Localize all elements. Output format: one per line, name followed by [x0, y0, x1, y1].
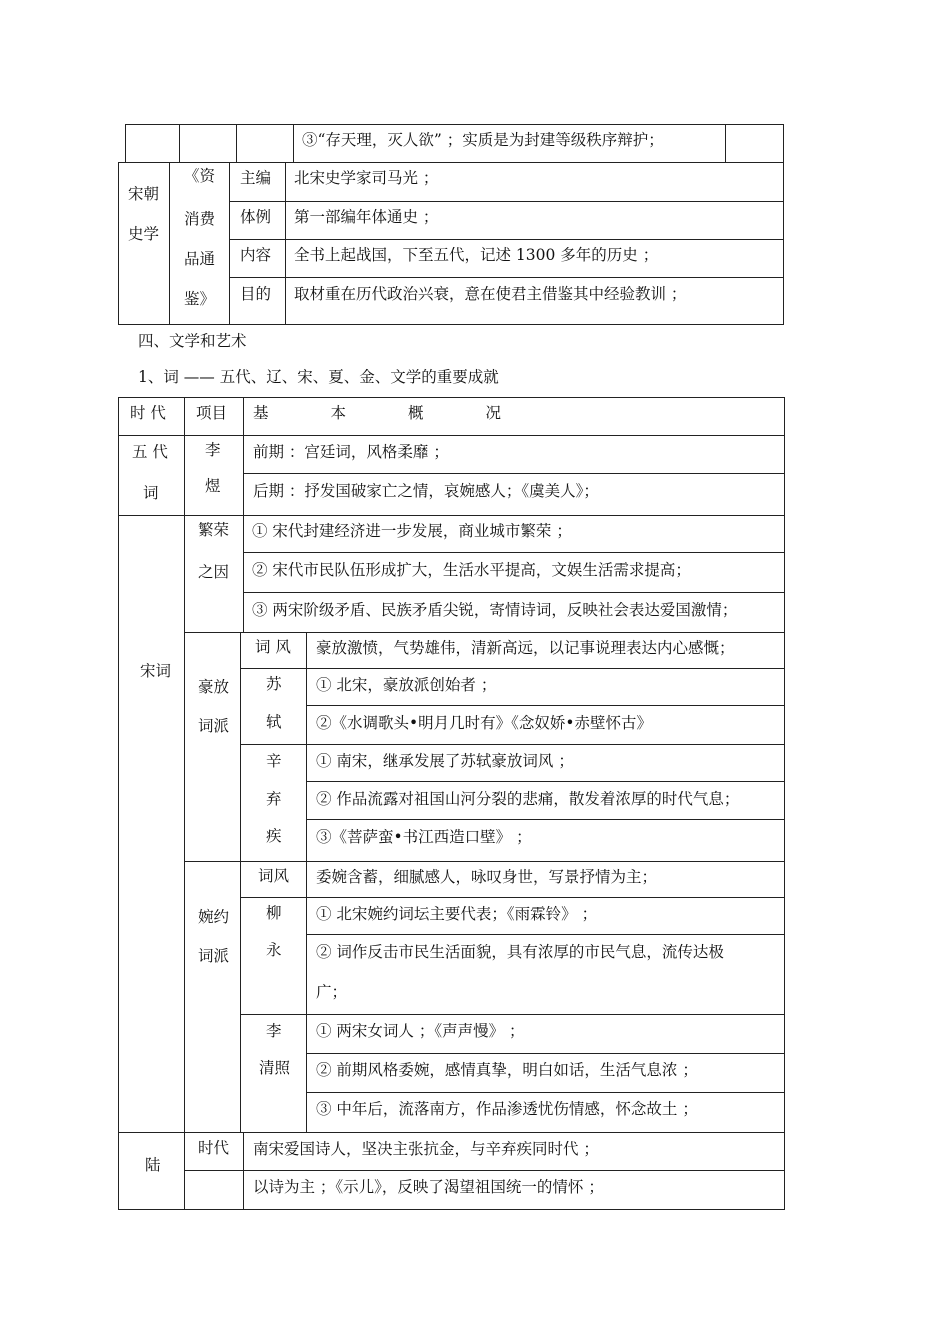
rule — [229, 201, 784, 202]
rule — [243, 592, 785, 593]
rule — [783, 162, 784, 324]
poet-name: 煜 — [205, 477, 221, 495]
row-value: 取材重在历代政治兴衰，意在使君主借鉴其中经验教训 ； — [294, 285, 687, 303]
row-value: 第一部编年体通史 ； — [294, 208, 439, 226]
subsection-title: 1、词 —— 五代、辽、宋、夏、金、文学的重要成就 — [138, 368, 499, 386]
rule — [184, 1132, 185, 1210]
poet-name: 弃 — [266, 790, 282, 808]
poet-name: 柳 — [266, 904, 282, 922]
group-label: 词派 — [198, 947, 230, 965]
rule — [169, 162, 170, 324]
cell-text: ③“存天理，灭人欲” ；实质是为封建等级秩序辩护； — [302, 131, 664, 149]
rule — [783, 124, 784, 162]
rule — [118, 324, 784, 325]
rule — [243, 552, 785, 553]
rule — [184, 632, 785, 633]
cell-text: ① 两宋女词人 ；《声声慢》 ； — [316, 1022, 525, 1040]
rule — [306, 781, 785, 782]
rule — [306, 1053, 785, 1054]
rule — [240, 744, 785, 745]
rule — [118, 435, 785, 436]
poet-name: 苏 — [266, 675, 282, 693]
poet-name: 李 — [205, 441, 221, 459]
rule — [243, 1132, 244, 1210]
style-value: 豪放激愤，气势雄伟，清新高远，以记事说理表达内心感慨； — [316, 639, 735, 657]
section-title: 四、文学和艺术 — [138, 332, 247, 350]
book-title: 鉴》 — [184, 290, 216, 308]
rule — [306, 934, 785, 935]
row-key: 体例 — [240, 208, 272, 226]
group-label: 之因 — [198, 563, 230, 581]
header-item: 项目 — [196, 404, 228, 422]
rule — [229, 239, 784, 240]
poet-name: 清照 — [259, 1059, 291, 1077]
rule — [118, 515, 785, 516]
rule — [725, 124, 726, 162]
rule — [236, 124, 237, 162]
rule — [229, 162, 230, 324]
rule — [184, 515, 185, 1132]
cell-text: ① 南宋，继承发展了苏轼豪放词风 ； — [316, 752, 574, 770]
cell-text: ③ 中年后，流落南方，作品渗透忧伤情感，怀念故土 ； — [316, 1100, 698, 1118]
row-value: 北宋史学家司马光 ； — [294, 169, 439, 187]
cell-text: 以诗为主 ；《示儿》，反映了渴望祖国统一的情怀 ； — [253, 1178, 604, 1196]
row-key: 目的 — [240, 285, 272, 303]
rule — [243, 397, 244, 515]
rule — [179, 124, 180, 162]
cell-text: ②《水调歌头•明月几时有》《念奴娇•赤壁怀古》 — [316, 714, 653, 732]
rule — [240, 1014, 785, 1015]
rule — [184, 1170, 785, 1171]
era-label: 陆 — [145, 1156, 161, 1174]
style-key: 词 风 — [255, 638, 291, 656]
rule — [306, 819, 785, 820]
reason-text: ③ 两宋阶级矛盾、民族矛盾尖锐，寄情诗词，反映社会表达爱国激情； — [252, 601, 738, 619]
rule — [118, 397, 785, 398]
style-key: 词风 — [258, 867, 290, 885]
cell-text: ② 作品流露对祖国山河分裂的悲痛，散发着浓厚的时代气息； — [316, 790, 740, 808]
book-title: 品通 — [184, 250, 216, 268]
cell-text: ② 词作反击市民生活面貌，具有浓厚的市民气息，流传达极 — [316, 943, 724, 961]
group-label: 豪放 — [198, 678, 230, 696]
rule — [306, 632, 307, 861]
rule — [125, 124, 126, 162]
poet-name: 辛 — [266, 752, 282, 770]
style-value: 委婉含蓄，细腻感人，咏叹身世，写景抒情为主； — [316, 868, 658, 886]
rule — [243, 473, 785, 474]
rule — [240, 861, 241, 1132]
book-title: 《资 — [184, 167, 216, 185]
rule — [240, 668, 785, 669]
rule — [240, 897, 785, 898]
era-label: 宋词 — [140, 662, 172, 680]
book-title: 消费 — [184, 210, 216, 228]
rule — [240, 632, 241, 861]
poet-name: 疾 — [266, 827, 282, 845]
rule — [184, 397, 185, 515]
cell-text: ② 前期风格委婉，感情真挚，明白如话，生活气息浓 ； — [316, 1061, 698, 1079]
cell-text: 后期 ：抒发国破家亡之情，哀婉感人；《虞美人》； — [253, 482, 599, 500]
reason-text: ① 宋代封建经济进一步发展，商业城市繁荣 ； — [252, 522, 572, 540]
group-label: 词派 — [198, 717, 230, 735]
poet-name: 李 — [266, 1022, 282, 1040]
rule — [118, 1209, 785, 1210]
group-label: 繁荣 — [198, 521, 230, 539]
rule — [306, 1092, 785, 1093]
era-label: 词 — [143, 484, 159, 502]
rule — [125, 124, 784, 125]
rule — [118, 397, 119, 1210]
rule — [118, 162, 784, 163]
group-label: 婉约 — [198, 908, 230, 926]
reason-text: ② 宋代市民队伍形成扩大，生活水平提高，文娱生活需求提高； — [252, 561, 691, 579]
row-key: 主编 — [240, 169, 272, 187]
rule — [293, 124, 294, 162]
row-value: 全书上起战国，下至五代，记述 1300 多年的历史 ； — [294, 246, 659, 264]
category-label: 史学 — [128, 225, 160, 243]
rule — [229, 277, 784, 278]
rule — [184, 861, 785, 862]
rule — [784, 397, 785, 1210]
category-label: 宋朝 — [128, 185, 160, 203]
cell-text: 南宋爱国诗人，坚决主张抗金，与辛弃疾同时代 ； — [253, 1140, 599, 1158]
era-label: 五 代 — [132, 443, 168, 461]
cell-text: ③《菩萨蛮•书江西造口壁》 ； — [316, 828, 532, 846]
cell-text: 前期 ：宫廷词，风格柔靡 ； — [253, 443, 449, 461]
rule — [306, 705, 785, 706]
header-era: 时 代 — [130, 404, 166, 422]
poet-name: 永 — [266, 941, 282, 959]
cell-text: ① 北宋，豪放派创始者 ； — [316, 676, 497, 694]
cell-text: 广； — [316, 983, 348, 1001]
rule — [118, 1132, 785, 1133]
rule — [285, 162, 286, 324]
group-label: 时代 — [198, 1139, 230, 1157]
rule — [118, 162, 119, 324]
header-basic: 基 本 概 况 — [253, 404, 502, 422]
rule — [243, 515, 244, 632]
row-key: 内容 — [240, 246, 272, 264]
cell-text: ① 北宋婉约词坛主要代表；《雨霖铃》 ； — [316, 905, 598, 923]
poet-name: 轼 — [266, 713, 282, 731]
